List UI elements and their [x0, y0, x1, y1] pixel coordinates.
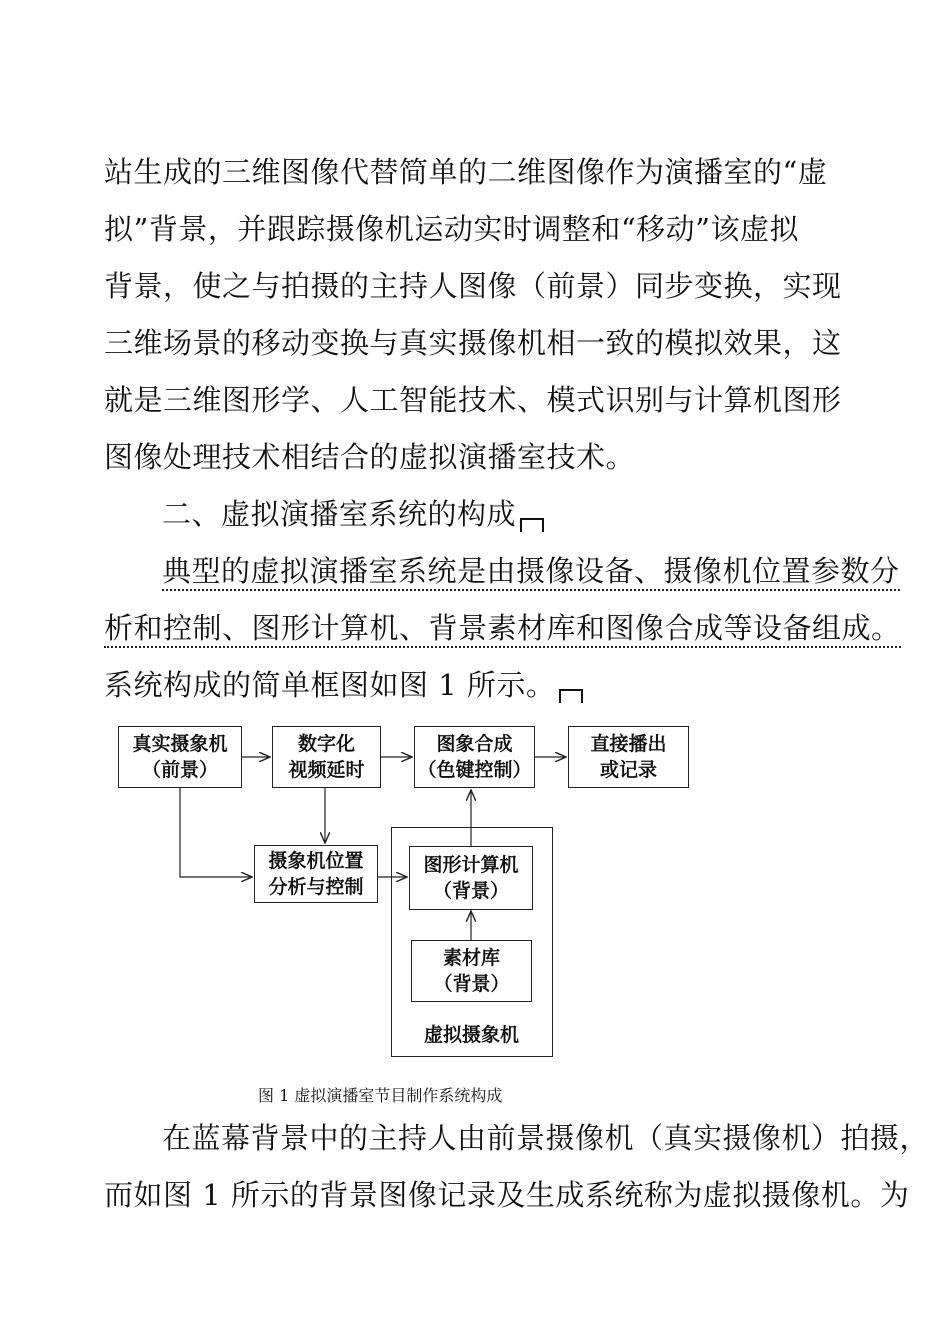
- virtual-camera-label: 虚拟摄象机: [424, 1024, 520, 1046]
- text-line: 三维场景的移动变换与真实摄像机相一致的模拟效果，这: [104, 326, 842, 360]
- box-label: 图形计算机: [423, 854, 519, 876]
- text-line: 拟”背景，并跟踪摄像机运动实时调整和“移动”该虚拟: [104, 212, 799, 246]
- dotted-underlined-text: 析和控制、图形计算机、背景素材库和图像合成等设备组成。: [104, 611, 901, 648]
- box-label: 直接播出: [590, 733, 667, 755]
- digital-delay-box: [272, 726, 381, 788]
- arrow-camera-to-position: [180, 787, 252, 877]
- box-sublabel: （色键控制）: [417, 759, 532, 781]
- box-sublabel: （背景）: [433, 973, 510, 995]
- box-sublabel: 分析与控制: [268, 876, 364, 898]
- box-label: 素材库: [442, 947, 500, 969]
- box-label: 摄象机位置: [268, 850, 364, 872]
- graphics-computer-box: [409, 846, 533, 910]
- text-line-content: 系统构成的简单框图如图 1 所示。: [104, 668, 556, 702]
- compositing-box: [414, 726, 535, 788]
- section-heading-text: 二、虚拟演播室系统的构成: [162, 497, 517, 531]
- figure-caption: 图 1 虚拟演播室节目制作系统构成: [258, 1086, 503, 1105]
- material-library-box: [411, 940, 532, 1002]
- text-line: 背景，使之与拍摄的主持人图像（前景）同步变换，实现: [104, 269, 842, 303]
- text-line: 站生成的三维图像代替简单的二维图像作为演播室的“虚: [104, 155, 828, 189]
- box-label: 真实摄象机: [132, 733, 228, 755]
- box-sublabel: 或记录: [599, 759, 657, 781]
- box-label: 图象合成: [436, 733, 513, 755]
- output-box: [568, 726, 689, 788]
- camera-position-box: [254, 845, 378, 903]
- text-line: 而如图 1 所示的背景图像记录及生成系统称为虚拟摄像机。为: [104, 1178, 910, 1212]
- box-sublabel: （背景）: [432, 880, 509, 902]
- box-sublabel: 视频延时: [288, 759, 365, 781]
- text-line: 在蓝幕背景中的主持人由前景摄像机（真实摄像机）拍摄，: [162, 1121, 930, 1155]
- text-line: 图像处理技术相结合的虚拟演播室技术。: [104, 440, 636, 474]
- box-label: 数字化: [297, 733, 355, 755]
- box-sublabel: （前景）: [141, 759, 218, 781]
- text-line: 就是三维图形学、人工智能技术、模式识别与计算机图形: [104, 383, 842, 417]
- dotted-underlined-text: 典型的虚拟演播室系统是由摄像设备、摄像机位置参数分: [162, 554, 900, 591]
- real-camera-box: [118, 726, 242, 788]
